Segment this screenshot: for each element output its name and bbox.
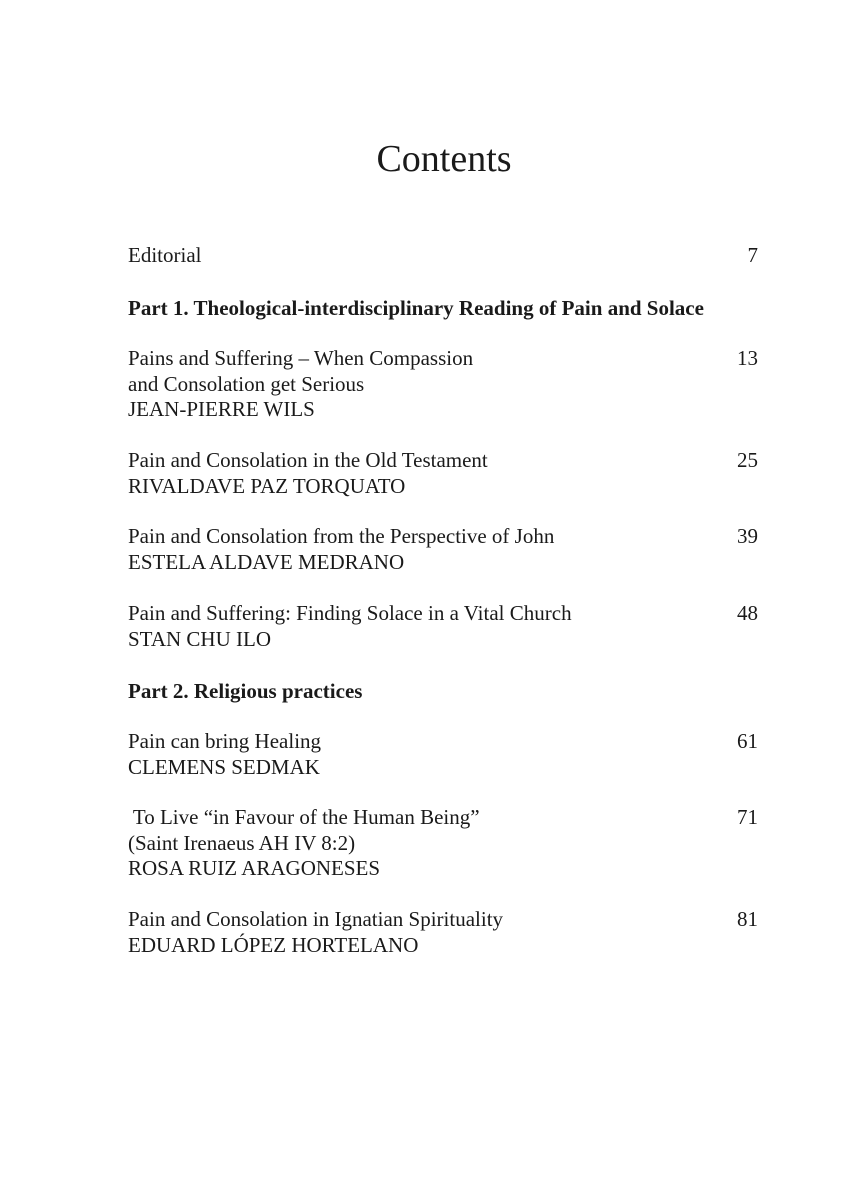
entry-author: STAN CHU ILO xyxy=(128,626,271,651)
entry-author: RIVALDAVE PAZ TORQUATO xyxy=(128,473,406,498)
page-number: 25 xyxy=(737,448,758,472)
page-number: 13 xyxy=(737,346,758,370)
part-heading-1: Part 1. Theological-interdisciplinary Reading of Pain and Solace xyxy=(128,296,704,320)
entry-author: CLEMENS SEDMAK xyxy=(128,754,320,779)
toc-entry[interactable] xyxy=(128,907,758,958)
page-number: 7 xyxy=(747,243,758,267)
page-number: 39 xyxy=(737,524,758,548)
page-title: Contents xyxy=(376,138,512,180)
entry-title: and Consolation get Serious xyxy=(128,371,365,396)
entry-title: Pains and Suffering – When Compassion xyxy=(128,346,474,370)
page-number: 81 xyxy=(737,907,758,931)
toc-entry[interactable] xyxy=(128,805,758,882)
entry-title: Pain can bring Healing xyxy=(128,729,322,753)
page-number: 61 xyxy=(737,729,758,753)
toc-entry[interactable] xyxy=(128,448,758,499)
entry-author: EDUARD LÓPEZ HORTELANO xyxy=(128,932,419,957)
page-number: 71 xyxy=(737,805,758,829)
entry-title: Pain and Consolation from the Perspective of John xyxy=(128,524,555,548)
entry-title: (Saint Irenaeus AH IV 8:2) xyxy=(128,830,356,855)
entry-author: ESTELA ALDAVE MEDRANO xyxy=(128,549,405,574)
toc-entry[interactable] xyxy=(128,729,758,780)
entry-title: Pain and Suffering: Finding Solace in a Vital Church xyxy=(128,601,572,625)
part-heading-2: Part 2. Religious practices xyxy=(128,679,363,703)
entry-title: Pain and Consolation in the Old Testament xyxy=(128,448,488,472)
entry-title: To Live “in Favour of the Human Being” xyxy=(128,805,480,829)
toc-entry-editorial[interactable] xyxy=(128,243,758,269)
page-number: 48 xyxy=(737,601,758,625)
entry-author: JEAN-PIERRE WILS xyxy=(128,397,315,421)
toc-entry[interactable] xyxy=(128,524,758,575)
toc-entry[interactable] xyxy=(128,346,758,423)
entry-title: Pain and Consolation in Ignatian Spirituality xyxy=(128,907,504,931)
toc-entry[interactable] xyxy=(128,601,758,652)
entry-author: ROSA RUIZ ARAGONESES xyxy=(128,856,381,880)
entry-title: Editorial xyxy=(128,243,202,267)
